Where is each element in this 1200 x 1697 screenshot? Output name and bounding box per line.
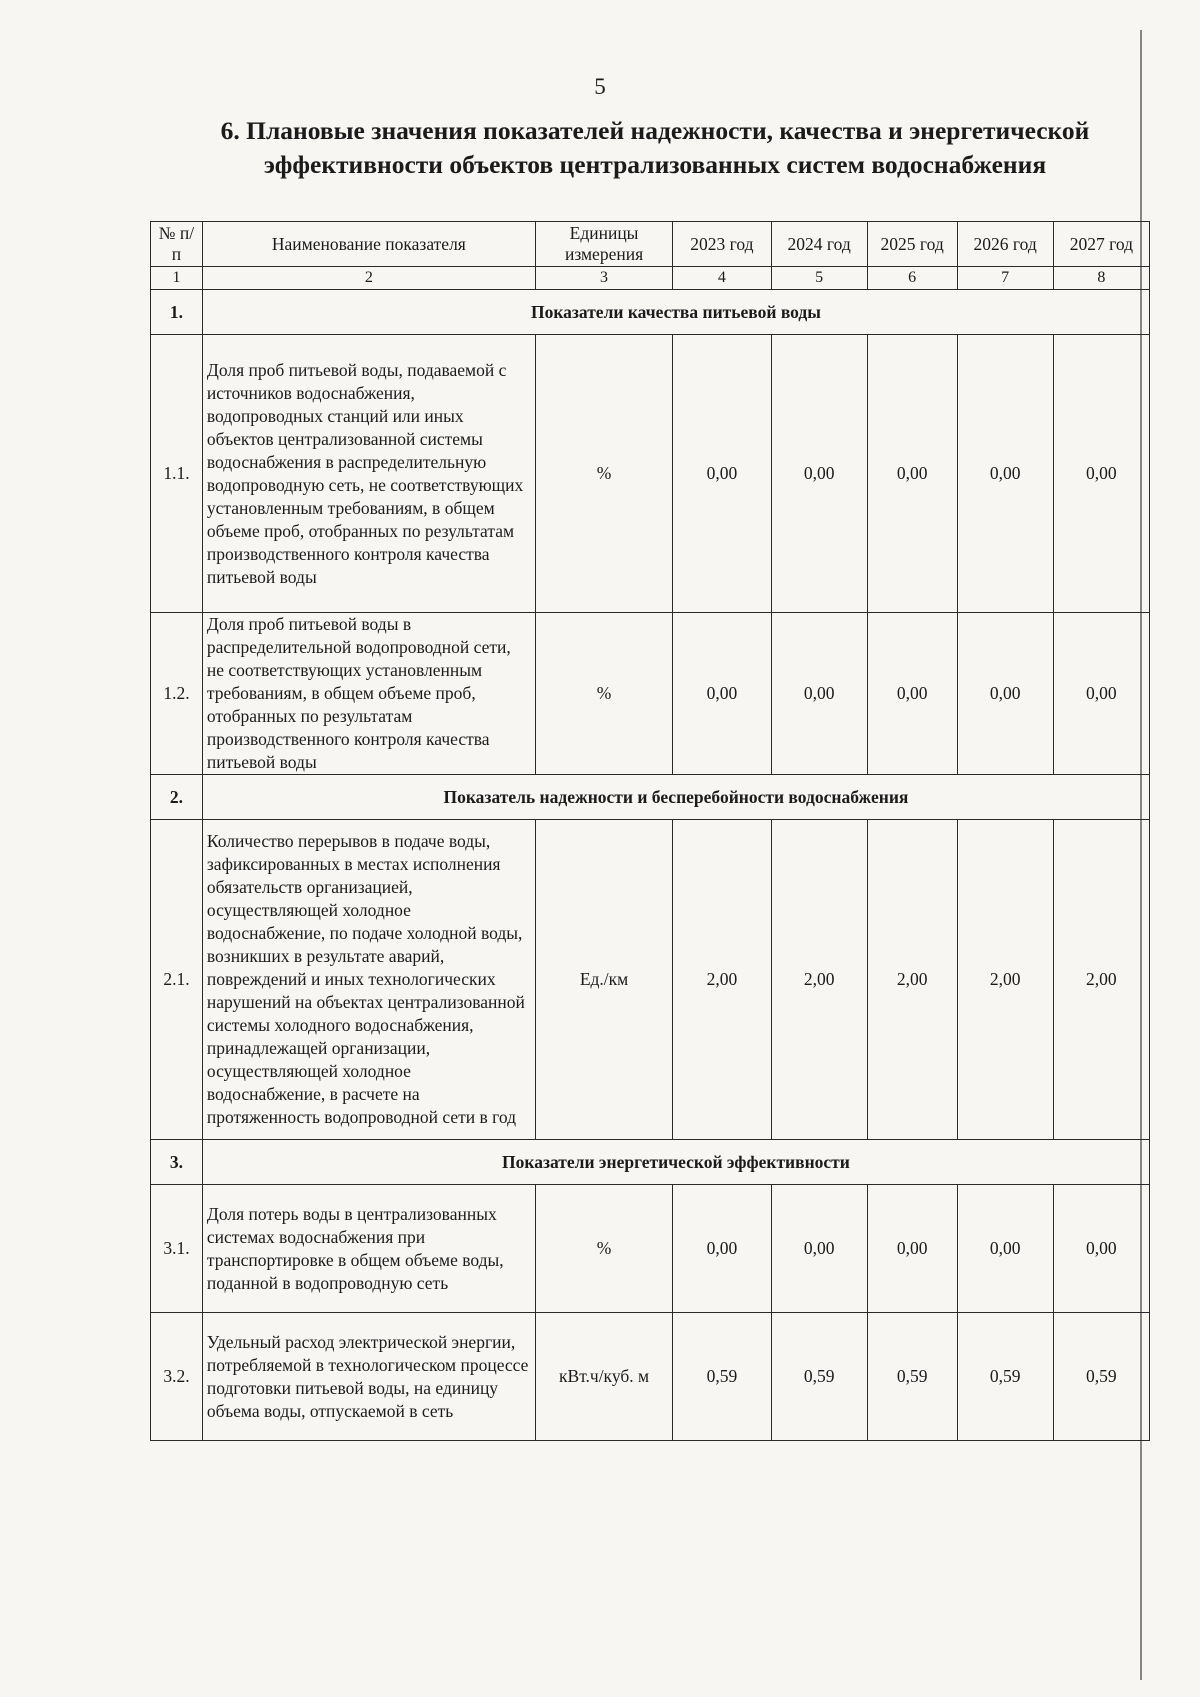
indicator-value: 0,00 xyxy=(1053,613,1149,775)
indicator-value: 0,59 xyxy=(1053,1313,1149,1441)
indicator-value: 0,00 xyxy=(1053,335,1149,613)
indicator-value: 0,59 xyxy=(957,1313,1053,1441)
header-2025: 2025 год xyxy=(867,222,957,267)
document-title: 6. Плановые значения показателей надежности, качества и энергетической эффективности объектов централизованных систем водоснабжения xyxy=(220,116,1090,179)
column-index: 1 xyxy=(151,267,203,290)
indicator-unit: % xyxy=(535,1185,672,1313)
section-title: Показатели энергетической эффективности xyxy=(202,1140,1149,1185)
header-2027: 2027 год xyxy=(1053,222,1149,267)
indicator-unit: кВт.ч/куб. м xyxy=(535,1313,672,1441)
column-index: 7 xyxy=(957,267,1053,290)
indicator-value: 0,59 xyxy=(771,1313,867,1441)
header-name: Наименование показателя xyxy=(202,222,535,267)
indicator-value: 0,00 xyxy=(673,1185,771,1313)
indicator-name: Удельный расход электрической энергии, потребляемой в технологическом процессе подготовки питьевой воды, на единицу объема воды, отпускаемой в сеть xyxy=(202,1313,535,1441)
section-title: Показатели качества питьевой воды xyxy=(202,290,1149,335)
column-index: 5 xyxy=(771,267,867,290)
indicator-unit: Ед./км xyxy=(535,820,672,1140)
indicator-value: 0,00 xyxy=(867,613,957,775)
indicator-value: 0,59 xyxy=(867,1313,957,1441)
column-index: 6 xyxy=(867,267,957,290)
column-index: 2 xyxy=(202,267,535,290)
indicator-number: 1.2. xyxy=(151,613,203,775)
header-row xyxy=(151,222,1150,267)
column-index-row xyxy=(151,267,1150,290)
header-2024: 2024 год xyxy=(771,222,867,267)
indicator-value: 0,00 xyxy=(1053,1185,1149,1313)
indicator-name: Доля потерь воды в централизованных системах водоснабжения при транспортировке в общем объеме воды, поданной в водопроводную сеть xyxy=(202,1185,535,1313)
section-number: 3. xyxy=(151,1140,203,1185)
indicator-name: Количество перерывов в подаче воды, зафиксированных в местах исполнения обязательств организацией, осуществляющей холодное водоснабжение, по подаче холодной воды, возникших в результате аварий, повреждений и иных технологических нарушений на объектах централизованной системы холодного водоснабжения, принадлежащей организации, осуществляющей холодное водоснабжение, в расчете на протяженность водопроводной сети в год xyxy=(202,820,535,1140)
column-index: 3 xyxy=(535,267,672,290)
header-unit: Единицы измерения xyxy=(535,222,672,267)
indicator-value: 2,00 xyxy=(957,820,1053,1140)
indicator-value: 0,00 xyxy=(673,613,771,775)
indicator-value: 0,00 xyxy=(867,335,957,613)
indicator-value: 0,00 xyxy=(957,335,1053,613)
indicator-unit: % xyxy=(535,335,672,613)
indicator-row xyxy=(151,335,1150,613)
indicator-row xyxy=(151,1185,1150,1313)
indicator-value: 0,00 xyxy=(673,335,771,613)
indicator-row xyxy=(151,613,1150,775)
page-number: 5 xyxy=(594,74,606,99)
indicator-value: 2,00 xyxy=(867,820,957,1140)
section-row xyxy=(151,1140,1150,1185)
column-index: 4 xyxy=(673,267,771,290)
indicator-value: 0,00 xyxy=(957,1185,1053,1313)
indicator-value: 0,00 xyxy=(771,1185,867,1313)
indicator-value: 0,00 xyxy=(771,335,867,613)
indicator-value: 0,59 xyxy=(673,1313,771,1441)
indicator-value: 2,00 xyxy=(771,820,867,1140)
column-index: 8 xyxy=(1053,267,1149,290)
indicator-value: 2,00 xyxy=(673,820,771,1140)
section-row xyxy=(151,775,1150,820)
section-number: 2. xyxy=(151,775,203,820)
indicator-number: 2.1. xyxy=(151,820,203,1140)
indicator-name: Доля проб питьевой воды в распределительной водопроводной сети, не соответствующих установленным требованиям, в общем объеме проб, отобранных по результатам производственного контроля качества питьевой воды xyxy=(202,613,535,775)
indicator-value: 0,00 xyxy=(957,613,1053,775)
indicator-number: 1.1. xyxy=(151,335,203,613)
indicator-row xyxy=(151,820,1150,1140)
header-num: № п/п xyxy=(151,222,203,267)
indicator-value: 0,00 xyxy=(771,613,867,775)
section-title: Показатель надежности и бесперебойности водоснабжения xyxy=(202,775,1149,820)
indicator-name: Доля проб питьевой воды, подаваемой с источников водоснабжения, водопроводных станций или иных объектов централизованной системы водоснабжения в распределительную водопроводную сеть, не соответствующих установленным требованиям, в общем объеме проб, отобранных по результатам производственного контроля качества питьевой воды xyxy=(202,335,535,613)
indicator-value: 0,00 xyxy=(867,1185,957,1313)
indicators-table xyxy=(150,221,1150,1441)
section-number: 1. xyxy=(151,290,203,335)
indicator-unit: % xyxy=(535,613,672,775)
indicator-number: 3.2. xyxy=(151,1313,203,1441)
section-row xyxy=(151,290,1150,335)
indicator-value: 2,00 xyxy=(1053,820,1149,1140)
indicator-number: 3.1. xyxy=(151,1185,203,1313)
indicator-row xyxy=(151,1313,1150,1441)
header-2023: 2023 год xyxy=(673,222,771,267)
header-2026: 2026 год xyxy=(957,222,1053,267)
